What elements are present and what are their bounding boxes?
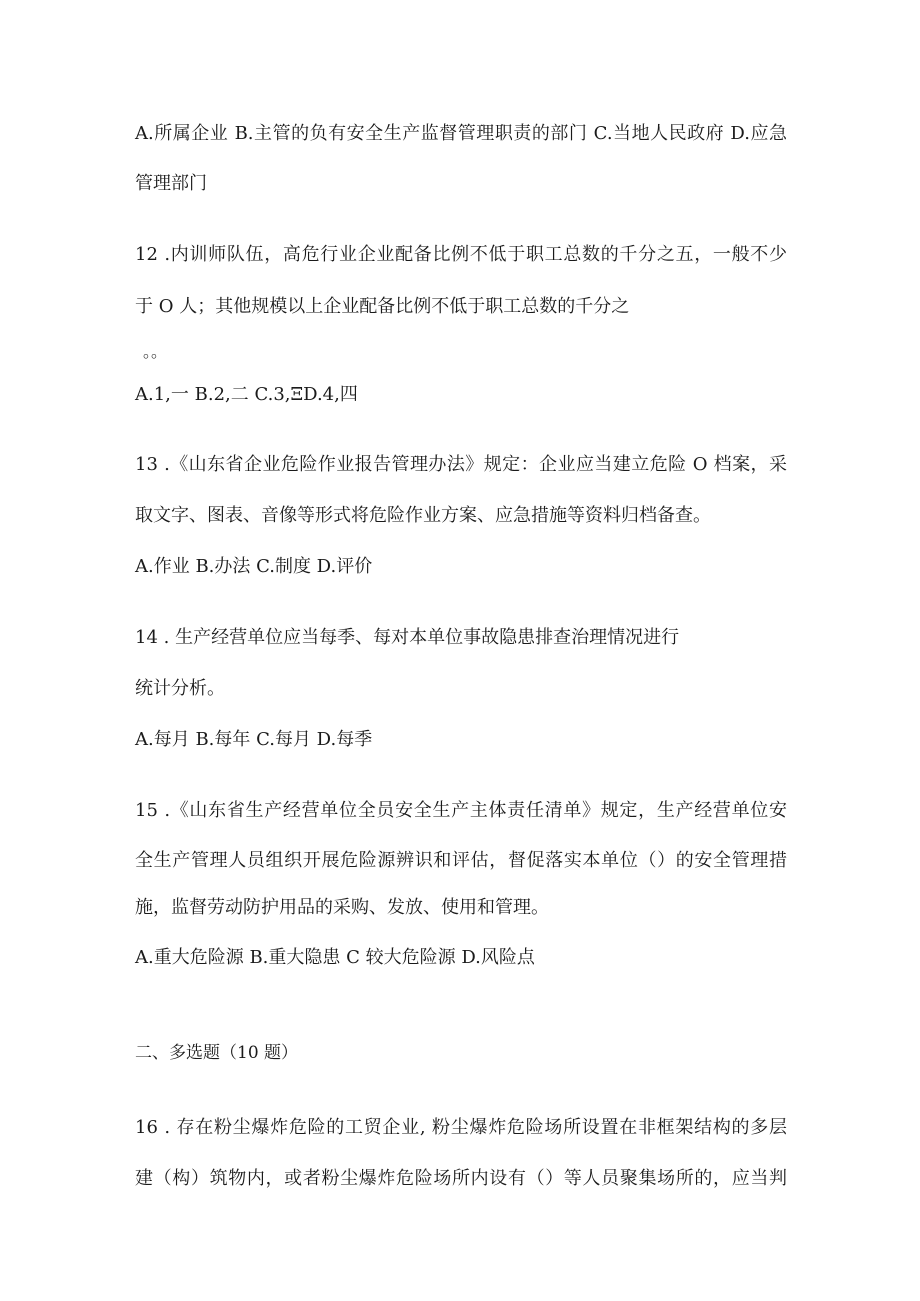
q11-options-line-2: 管理部门 [135, 173, 207, 194]
q15-options: A.重大危险源 B.重大隐患 C 较大危险源 D.风险点 [135, 947, 535, 968]
q13-line-1: 13 .《山东省企业危险作业报告管理办法》规定：企业应当建立危险 O 档案，采 [135, 454, 787, 475]
q14-line-2: 统计分析。 [135, 678, 225, 699]
q15-line-3: 施，监督劳动防护用品的采购、发放、使用和管理。 [135, 897, 549, 918]
q15-line-2: 全生产管理人员组织开展危险源辨识和评估，督促落实本单位（）的安全管理措 [135, 850, 787, 871]
q12-line-1: 12 .内训师队伍，高危行业企业配备比例不低于职工总数的千分之五，一般不少 [135, 244, 787, 265]
q15-line-1: 15 .《山东省生产经营单位全员安全生产主体责任清单》规定，生产经营单位安 [135, 800, 787, 821]
q11-options-line-1: A.所属企业 B.主管的负有安全生产监督管理职责的部门 C.当地人民政府 D.应急 [135, 123, 787, 144]
q14-line-1: 14 . 生产经营单位应当每季、每对本单位事故隐患排查治理情况进行 [135, 627, 680, 648]
q12-line-3: 。。 [143, 342, 168, 361]
q12-options: A.1,一 B.2,二 C.3,ΞD.4,四 [135, 384, 358, 405]
q12-line-2: 于 O 人；其他规模以上企业配备比例不低于职工总数的千分之 [135, 296, 630, 317]
q14-options: A.每月 B.每年 C.每月 D.每季 [135, 729, 373, 750]
q13-options: A.作业 B.办法 C.制度 D.评价 [135, 556, 373, 577]
q16-line-2: 建（构）筑物内，或者粉尘爆炸危险场所内设有（）等人员聚集场所的，应当判 [135, 1168, 787, 1189]
q13-line-2: 取文字、图表、音像等形式将危险作业方案、应急措施等资料归档备查。 [135, 505, 711, 526]
section-2-title: 二、多选题（10 题） [135, 1043, 299, 1063]
q16-line-1: 16 . 存在粉尘爆炸危险的工贸企业, 粉尘爆炸危险场所设置在非框架结构的多层 [135, 1117, 787, 1138]
